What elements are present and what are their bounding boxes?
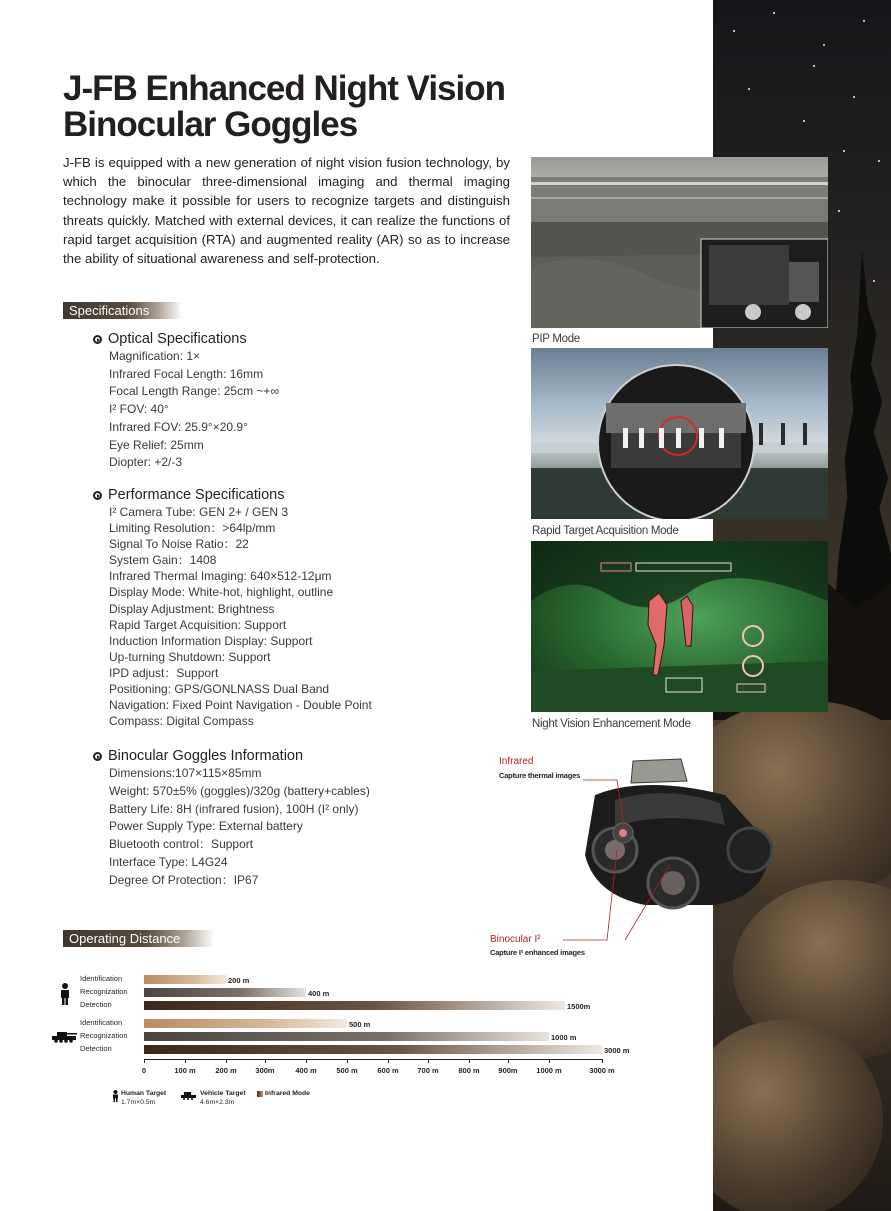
x-axis-tick-mark xyxy=(185,1059,186,1063)
distance-bar xyxy=(144,1001,565,1010)
spec-item: Infrared Focal Length: 16mm xyxy=(109,366,264,381)
rta-mode-photo xyxy=(531,348,828,519)
spec-item: Display Mode: White-hot, highlight, outline xyxy=(109,585,334,600)
binocular-information xyxy=(93,748,370,890)
legend-human-detail: 1.7m×0.5m xyxy=(121,1099,156,1106)
legend-vehicle-name: Vehicle Target xyxy=(200,1090,246,1097)
x-axis-tick-label: 100 m xyxy=(174,1066,196,1075)
bar-category-label: Detection xyxy=(80,1000,112,1009)
spec-item: Magnification: 1× xyxy=(109,349,201,363)
bar-value-label: 200 m xyxy=(228,976,250,985)
legend-infrared-swatch xyxy=(257,1091,263,1097)
bar-category-label: Identification xyxy=(80,974,123,983)
vehicle-target-icon xyxy=(51,1031,77,1043)
x-axis-line xyxy=(144,1059,602,1060)
spec-item: Compass: Digital Compass xyxy=(109,714,254,729)
title-line-1: J-FB Enhanced Night Vision xyxy=(63,69,506,108)
page-title xyxy=(63,71,523,143)
callout-lines xyxy=(555,755,675,955)
legend-human-icon xyxy=(112,1090,119,1102)
rta-mode-caption: Rapid Target Acquisition Mode xyxy=(532,525,679,537)
bullet-icon xyxy=(93,491,102,500)
legend-infrared-name: Infrared Mode xyxy=(265,1090,310,1097)
bar-value-label: 400 m xyxy=(308,989,330,998)
spec-item: I² FOV: 40° xyxy=(109,402,169,417)
pip-mode-photo xyxy=(531,157,828,328)
pip-mode-caption: PIP Mode xyxy=(532,333,580,345)
legend-vehicle-icon xyxy=(180,1092,197,1100)
x-axis-tick-label: 200 m xyxy=(215,1066,237,1075)
x-axis-tick-label: 700 m xyxy=(417,1066,439,1075)
performance-title: Performance Specifications xyxy=(108,487,285,503)
intro-paragraph: J-FB is equipped with a new generation of night vision fusion technology, by which the binocular three-dimensional imaging and thermal imaging technology make it possible for users to recognize targets and distinguish threats quickly. Matched with external devices, it can realize the functions of rapid target acquisition (RTA) and augmented reality (AR) so as to increase the ability of situational awareness and self-protection. xyxy=(63,155,510,267)
spec-item: Induction Information Display: Support xyxy=(109,633,313,648)
spec-item: Diopter: +2/-3 xyxy=(109,455,183,470)
spec-item: Degree Of Protection：IP67 xyxy=(109,872,259,887)
legend-vehicle-detail: 4.6m×2.3m xyxy=(200,1099,235,1106)
optical-specifications xyxy=(93,331,279,472)
spec-item: Positioning: GPS/GONLNASS Dual Band xyxy=(109,682,330,697)
binocular-title: Binocular Goggles Information xyxy=(108,748,304,764)
bar-category-label: Recognization xyxy=(80,987,128,996)
binocular-label: Binocular I² xyxy=(490,934,541,945)
spec-item: Interface Type: L4G24 xyxy=(109,854,228,869)
spec-item: Limiting Resolution：>64lp/mm xyxy=(109,521,276,536)
bullet-icon xyxy=(93,335,102,344)
spec-item: Power Supply Type: External battery xyxy=(109,819,303,834)
x-axis-tick-mark xyxy=(428,1059,429,1063)
spec-item: Battery Life: 8H (infrared fusion), 100H (I² only) xyxy=(109,801,359,816)
distance-bar xyxy=(144,1045,602,1054)
x-axis-tick-label: 600 m xyxy=(377,1066,399,1075)
legend-vehicle xyxy=(200,1089,246,1107)
x-axis-tick-mark xyxy=(469,1059,470,1063)
bar-category-label: Detection xyxy=(80,1044,112,1053)
infrared-label: Infrared xyxy=(499,756,534,767)
nve-mode-photo xyxy=(531,541,828,712)
distance-bar xyxy=(144,1032,549,1041)
bar-category-label: Recognization xyxy=(80,1031,128,1040)
bullet-icon xyxy=(93,752,102,761)
spec-item: Navigation: Fixed Point Navigation - Double Point xyxy=(109,698,372,713)
title-line-2: Binocular Goggles xyxy=(63,105,358,144)
spec-item: Infrared Thermal Imaging: 640×512-12μm xyxy=(109,569,332,584)
x-axis-tick-mark xyxy=(226,1059,227,1063)
x-axis-tick-label: 0 xyxy=(141,1066,147,1075)
x-axis-tick-label: 1000 m xyxy=(536,1066,562,1075)
spec-item: Dimensions:107×115×85mm xyxy=(109,766,262,780)
spec-item: Signal To Noise Ratio：22 xyxy=(109,537,249,552)
x-axis-tick-label: 500 m xyxy=(336,1066,358,1075)
operating-distance-heading: Operating Distance xyxy=(63,930,214,947)
x-axis-tick-mark xyxy=(144,1059,145,1063)
nve-mode-caption: Night Vision Enhancement Mode xyxy=(532,718,691,730)
bar-value-label: 3000 m xyxy=(604,1046,630,1055)
distance-bar xyxy=(144,988,306,997)
bar-value-label: 500 m xyxy=(349,1020,371,1029)
human-target-icon xyxy=(59,983,71,1005)
spec-item: I² Camera Tube: GEN 2+ / GEN 3 xyxy=(109,505,289,519)
distance-bar xyxy=(144,1019,347,1028)
optical-title: Optical Specifications xyxy=(108,331,247,347)
spec-item: System Gain：1408 xyxy=(109,553,217,568)
x-axis-tick-label: 900m xyxy=(498,1066,518,1075)
x-axis-tick-mark xyxy=(549,1059,550,1063)
specifications-heading: Specifications xyxy=(63,302,182,319)
spec-item: Up-turning Shutdown: Support xyxy=(109,649,271,664)
x-axis-tick-mark xyxy=(265,1059,266,1063)
spec-item: Display Adjustment: Brightness xyxy=(109,601,275,616)
infrared-sublabel: Capture thermal images xyxy=(499,771,581,780)
x-axis-tick-mark xyxy=(306,1059,307,1063)
bar-value-label: 1000 m xyxy=(551,1033,577,1042)
x-axis-tick-mark xyxy=(602,1059,603,1063)
spec-item: Eye Relief: 25mm xyxy=(109,437,204,452)
x-axis-tick-label: 300m xyxy=(255,1066,275,1075)
spec-item: IPD adjust：Support xyxy=(109,665,219,680)
binocular-sublabel: Capture I² enhanced images xyxy=(490,948,585,957)
distance-bar xyxy=(144,975,226,984)
x-axis-tick-label: 3000 m xyxy=(589,1066,615,1075)
performance-specifications xyxy=(93,487,372,729)
legend-human xyxy=(121,1089,166,1107)
spec-item: Infrared FOV: 25.9°×20.9° xyxy=(109,419,248,434)
x-axis-tick-label: 800 m xyxy=(458,1066,480,1075)
bar-category-label: Identification xyxy=(80,1018,123,1027)
legend-human-name: Human Target xyxy=(121,1090,167,1097)
spec-item: Rapid Target Acquisition: Support xyxy=(109,617,287,632)
spec-item: Focal Length Range: 25cm ~+∞ xyxy=(109,384,279,399)
x-axis-tick-mark xyxy=(388,1059,389,1063)
x-axis-tick-mark xyxy=(347,1059,348,1063)
spec-item: Weight: 570±5% (goggles)/320g (battery+cables) xyxy=(109,783,370,798)
bar-value-label: 1500m xyxy=(567,1002,591,1011)
spec-item: Bluetooth control：Support xyxy=(109,837,254,852)
x-axis-tick-label: 400 m xyxy=(295,1066,317,1075)
x-axis-tick-mark xyxy=(508,1059,509,1063)
